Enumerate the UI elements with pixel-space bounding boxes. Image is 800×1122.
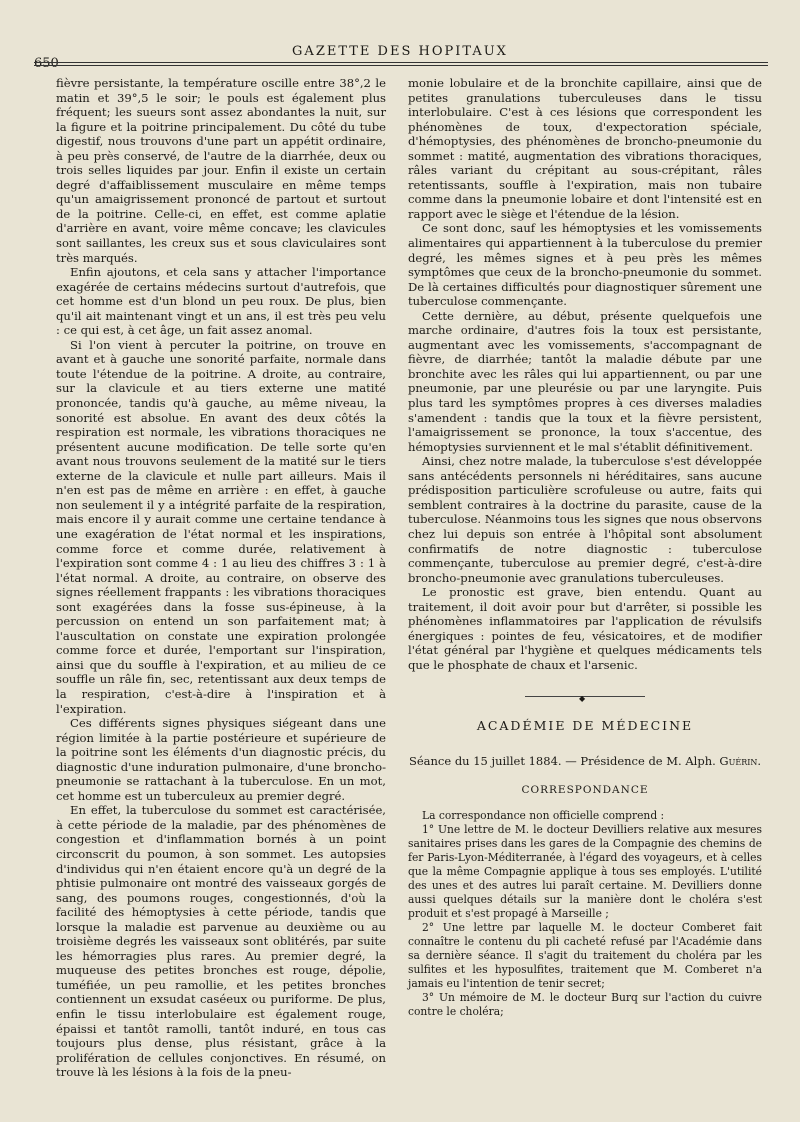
paragraph: Ces différents signes physiques siégeant dans une région limitée à la partie postérieure et supérieure de la poitrine sont les éléments d'un diagnostic précis, du diagnostic d'une induration pulmonaire, d'une broncho-pneumonie se rattachant à la tuberculose. En un mot, cet homme est un tuberculeux au premier degré. <box>56 716 386 803</box>
paragraph: Ainsi, chez notre malade, la tuberculose s'est développée sans antécédents personnels ni héréditaires, sans aucune prédisposition particulière scrofuleuse ou autre, faits qui semblent contraires à la doctrine du parasite, cause de la tuberculose. Néanmoins tous les signes que nous observons chez lui depuis son entrée à l'hôpital sont absolument confirmatifs de notre diagnostic : tuberculose commençante, tuberculose au premier degré, c'est-à-dire broncho-pneumonie avec granulations tuberculeuses. <box>408 454 762 585</box>
paragraph: monie lobulaire et de la bronchite capillaire, ainsi que de petites granulations tuberculeuses dans le tissu interlobulaire. C'est à ces lésions que correspondent les phénomènes de toux, d'expectoration spéciale, d'hémoptysies, des phénomènes de broncho-pneumonie du sommet : matité, augmentation des vibrations thoraciques, râles variant du crépitant au sous-crépitant, râles retentissants, souffle à l'expiration, mais non tubaire comme dans la pneumonie lobaire et dont l'intensité est en rapport avec le siège et l'étendue de la lésion. <box>408 76 762 221</box>
session-line <box>408 754 762 769</box>
paragraph: Enfin ajoutons, et cela sans y attacher l'importance exagérée de certains médecins surtout d'autrefois, que cet homme est d'un blond un peu roux. De plus, bien qu'il ait maintenant vingt et un ans, il est très peu velu : ce qui est, à cet âge, un fait assez anomal. <box>56 265 386 338</box>
subsection-title: CORRESPONDANCE <box>521 783 649 796</box>
paragraph: Le pronostic est grave, bien entendu. Quant au traitement, il doit avoir pour but d'arrêter, si possible les phénomènes inflammatoires par l'application de révulsifs énergiques : pointes de feu, vésicatoires, et de modifier l'état général par l'hygiène et quelques médicaments tels que le phosphate de chaux et l'arsenic. <box>408 585 762 672</box>
right-column <box>408 76 762 1019</box>
correspondence-item: 2° Une lettre par laquelle M. le docteur Comberet fait connaître le contenu du pli cacheté refusé par l'Académie dans sa dernière séance. Il s'agit du traitement du choléra par les sulfites et les hyposulfites, traitement que M. Comberet n'a jamais eu l'intention de tenir secret; <box>408 921 762 991</box>
correspondence-item: 1° Une lettre de M. le docteur Devilliers relative aux mesures sanitaires prises dans les gares de la Compagnie des chemins de fer Paris-Lyon-Méditerranée, à l'égard des voyageurs, et à celles que la même Compagnie applique à tous ses employés. L'utilité des unes et des autres lui paraît certaine. M. Devilliers donne aussi quelques détails sur la manière dont le choléra s'est produit et s'est propagé à Marseille ; <box>408 823 762 921</box>
paragraph: fièvre persistante, la température oscille entre 38°,2 le matin et 39°,5 le soir; le pouls est également plus fréquent; les sueurs sont assez abondantes la nuit, sur la figure et la poitrine principalement. Du côté du tube digestif, nous trouvons d'une part un appétit ordinaire, à peu près conservé, de l'autre de la diarrhée, deux ou trois selles liquides par jour. Enfin il existe un certain degré d'affaiblissement musculaire en même temps qu'un amaigrissement prononcé de partout et surtout de la poitrine. Celle-ci, en effet, est comme aplatie d'arrière en avant, voire même concave; les clavicules sont saillantes, les creux sus et sous claviculaires sont très marqués. <box>56 76 386 265</box>
page-number: 650 <box>34 56 59 71</box>
left-column <box>56 76 386 1080</box>
correspondence-intro: La correspondance non officielle comprend : <box>422 809 665 823</box>
paragraph: Cette dernière, au début, présente quelquefois une marche ordinaire, d'autres fois la toux est persistante, augmentant avec les vomissements, s'accompagnant de fièvre, de diarrhée; tantôt la maladie débute par une bronchite avec les râles qui lui appartiennent, ou par une pneumonie, par une pleurésie ou par une laryngite. Puis plus tard les symptômes propres à ces diverses maladies s'amendent : tandis que la toux et la fièvre persistent, l'amaigrissement se prononce, la toux s'accentue, des hémoptysies surviennent et le mal s'établit définitivement. <box>408 308 762 454</box>
section-title: ACADÉMIE DE MÉDECINE <box>476 718 694 734</box>
correspondence-item: 3° Un mémoire de M. le docteur Burq sur l'action du cuivre contre le choléra; <box>408 991 762 1019</box>
separator-ornament: ◆ <box>579 694 586 704</box>
paragraph: Ce sont donc, sauf les hémoptysies et les vomissements alimentaires qui appartiennent à la tuberculose du premier degré, les mêmes signes et à peu près les mêmes symptômes que ceux de la broncho-pneumonie du sommet. De là certaines difficultés pour diagnostiquer sûrement une tuberculose commençante. <box>408 221 762 309</box>
session-text: Séance du 15 juillet 1884. — Présidence de M. Alph. <box>408 753 716 768</box>
section-separator <box>525 694 645 704</box>
paragraph: Si l'on vient à percuter la poitrine, on trouve en avant et à gauche une sonorité parfaite, normale dans toute l'étendue de la poitrine. A droite, au contraire, sur la clavicule et au tiers externe une matité prononcée, tandis qu'à gauche, au même niveau, la sonorité est absolue. En avant des deux côtés la respiration est normale, les vibrations thoraciques ne présentent aucune modification. De telle sorte qu'en avant nous trouvons seulement de la matité sur le tiers externe de la clavicule et nulle part ailleurs. Mais il n'en est pas de même en arrière : en effet, à gauche non seulement il y a intégrité parfaite de la respiration, mais encore il y aurait comme une certaine tendance à une exagération de l'état normal et les inspirations, comme force et comme durée, relativement à l'expiration sont comme 4 : 1 au lieu des chiffres 3 : 1 à l'état normal. A droite, au contraire, on observe des signes réellement frappants : les vibrations thoraciques sont exagérées dans la fosse sus-épineuse, à la percussion on entend un son parfaitement mat; à l'auscultation on constate une expiration prolongée comme force et durée, l'emportant sur l'inspiration, ainsi que du souffle à l'expiration, et au milieu de ce souffle un râle fin, sec, retentissant aux deux temps de la respiration, c'est-à-dire à l'inspiration et à l'expiration. <box>56 337 386 716</box>
running-title: GAZETTE DES HOPITAUX <box>292 44 508 59</box>
header-rule <box>34 62 768 66</box>
president-name: Guérin. <box>719 753 762 768</box>
paragraph: En effet, la tuberculose du sommet est caractérisée, à cette période de la maladie, par des phénomènes de congestion et d'inflammation bornés à un point circonscrit du poumon, à son sommet. Les autopsies d'individus qui n'en étaient encore qu'à un degré de la phtisie pulmonaire ont montré des vaisseaux gorgés de sang, des poumons rouges, congestionnés, d'où la facilité des hémoptysies à cette période, tandis que lorsque la maladie est parvenue au deuxième ou au troisième degrés les vaisseaux sont oblitérés, par suite les hémorragies plus rares. Au premier degré, la muqueuse des petites bronches est rouge, dépolie, tuméfiée, un peu ramollie, et les petites bronches contiennent un exsudat caséeux ou puriforme. De plus, enfin le tissu interlobulaire est également rouge, épaissi et tantôt ramolli, tantôt induré, en tous cas toujours plus dense, plus résistant, grâce à la prolifération de cellules conjonctives. En résumé, on trouve là les lésions à la fois de la pneu- <box>56 803 386 1080</box>
